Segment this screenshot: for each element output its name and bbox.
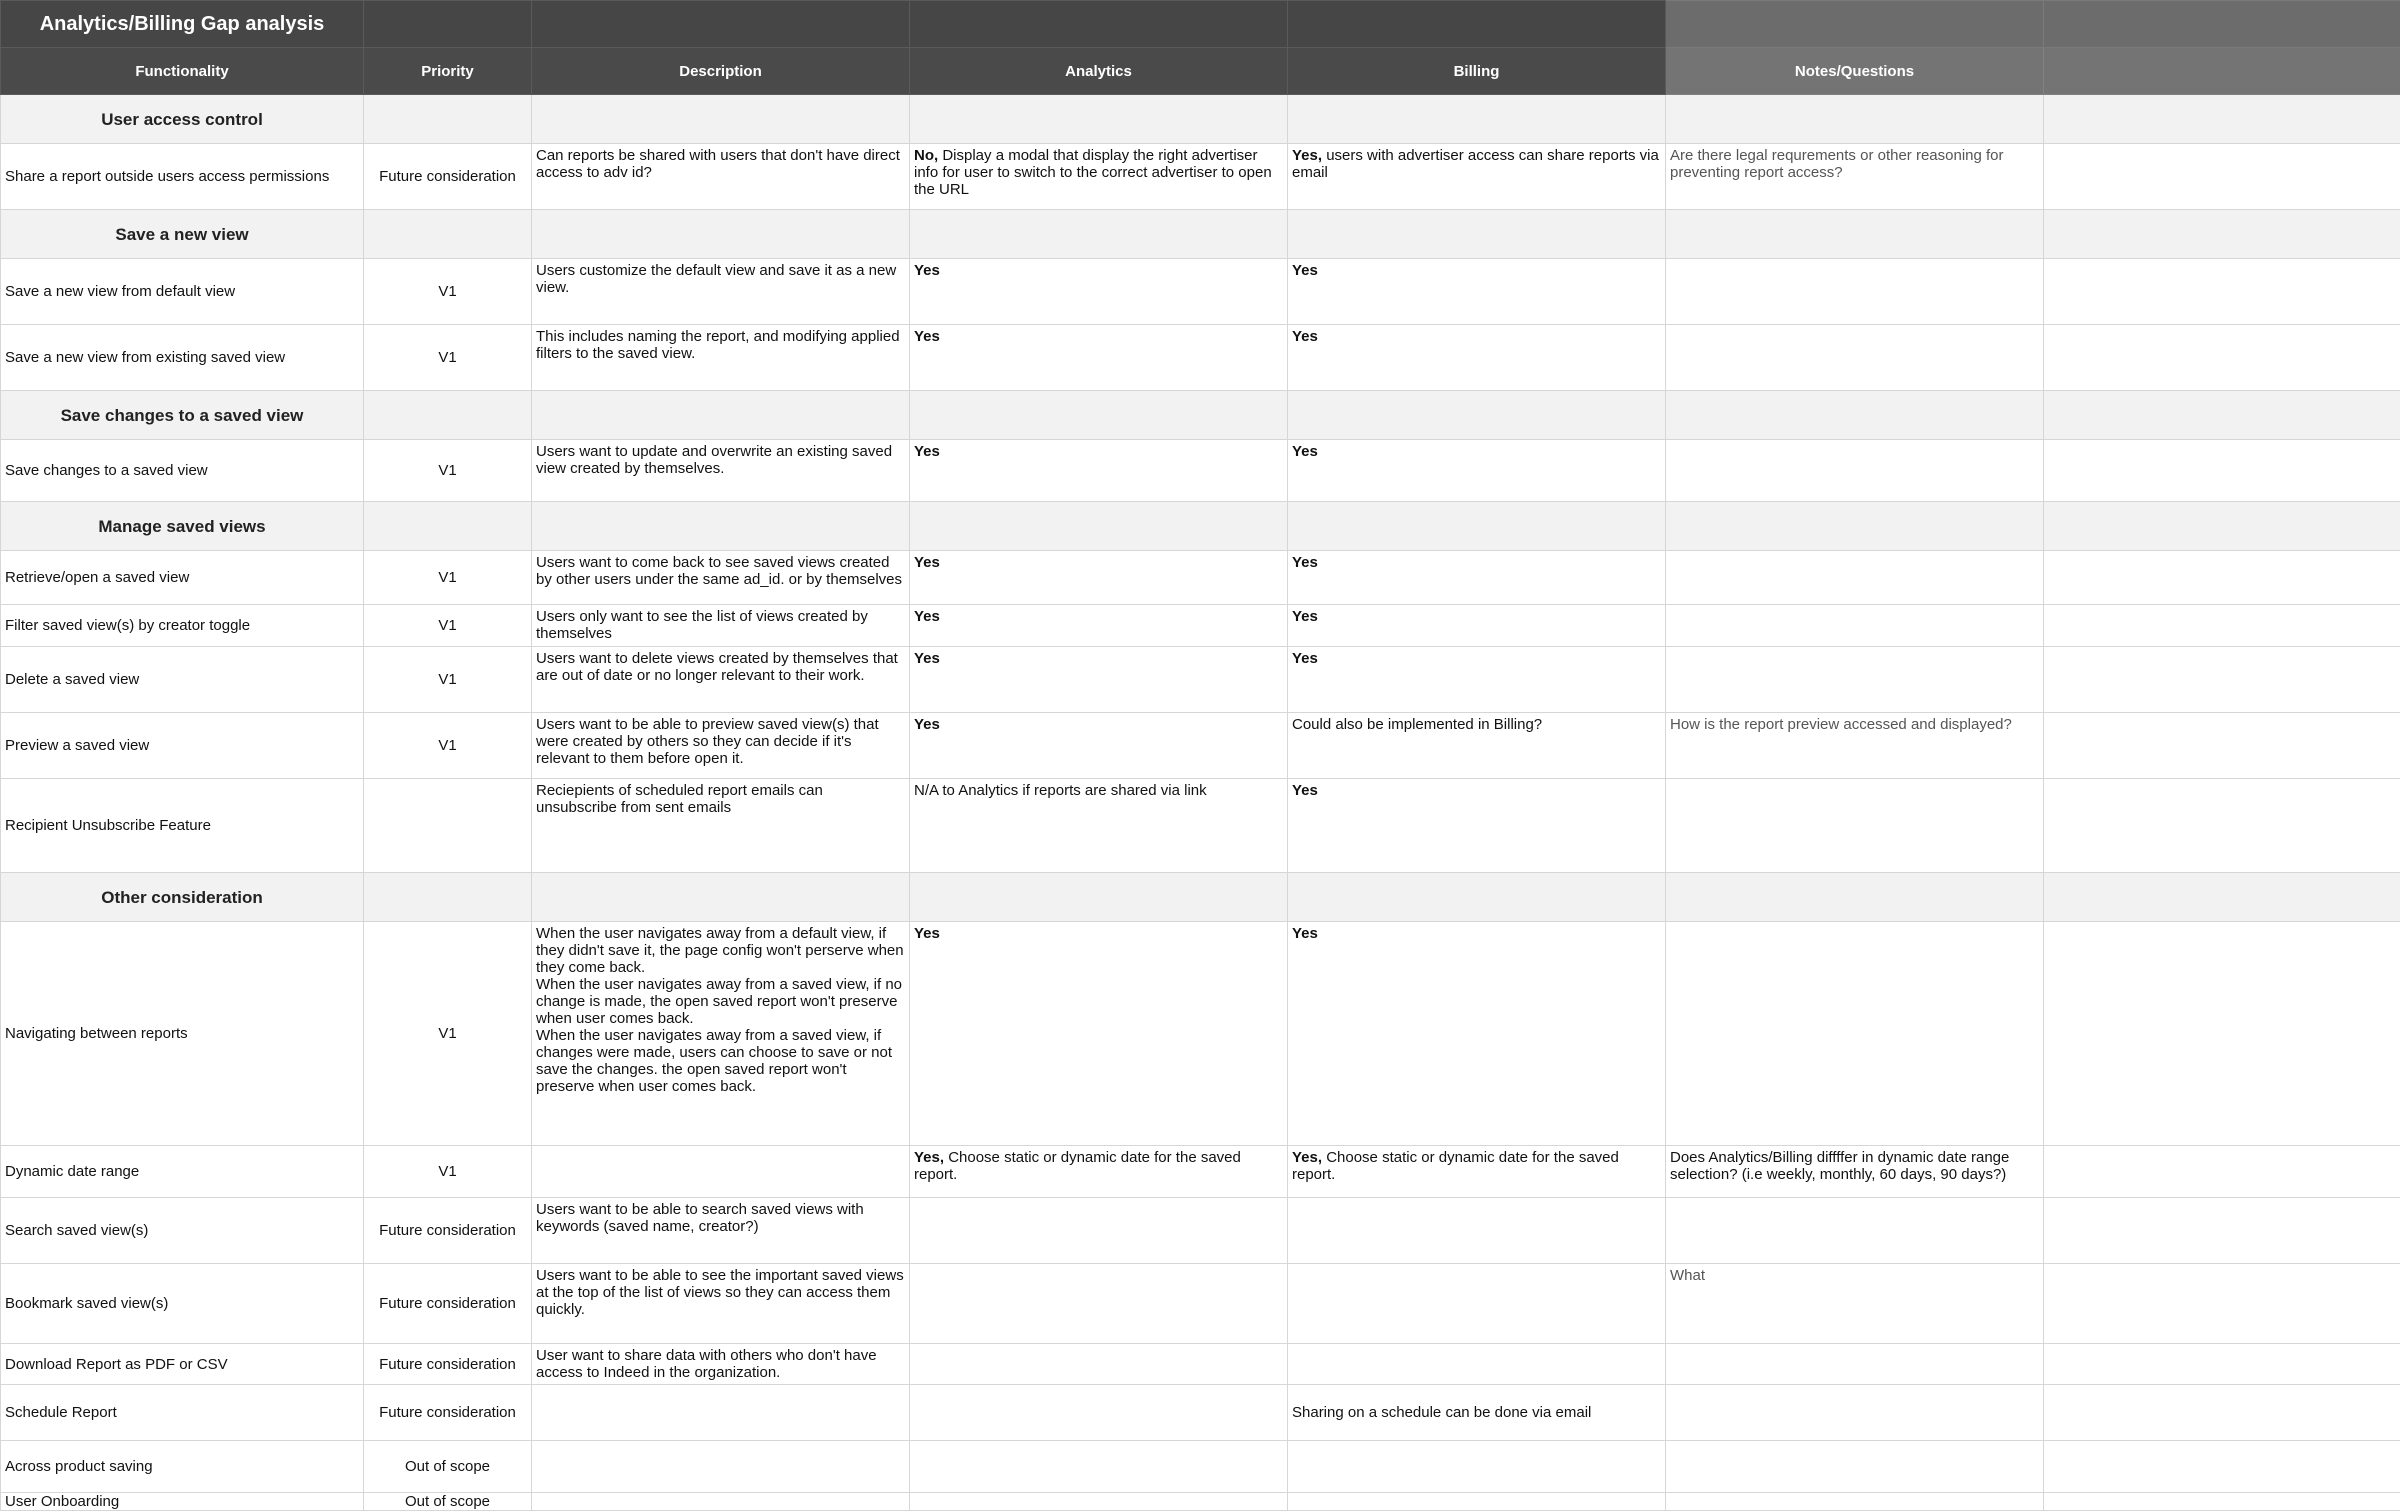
- cell[interactable]: [1288, 95, 1666, 144]
- table-row: [1, 259, 2400, 325]
- section-title[interactable]: Manage saved views: [1, 502, 364, 551]
- section-title[interactable]: User access control: [1, 95, 364, 144]
- cell[interactable]: [2044, 1146, 2400, 1198]
- table-row: [1, 605, 2400, 647]
- priority-cell[interactable]: V1: [364, 551, 532, 605]
- functionality-cell[interactable]: Bookmark saved view(s): [1, 1264, 364, 1344]
- section-title[interactable]: Other consideration: [1, 873, 364, 922]
- notes-cell[interactable]: What: [1666, 1264, 2044, 1344]
- analytics-cell[interactable]: [910, 1198, 1288, 1264]
- section-title[interactable]: Save a new view: [1, 210, 364, 259]
- cell[interactable]: [2044, 779, 2400, 873]
- cell[interactable]: [2044, 502, 2400, 551]
- sheet-title[interactable]: Analytics/Billing Gap analysis: [1, 1, 364, 48]
- cell[interactable]: [2044, 95, 2400, 144]
- analytics-cell[interactable]: Yes: [910, 922, 1288, 1146]
- description-line: When the user navigates away from a saved view, if no change is made, the open saved report won't preserve when user comes back.: [536, 976, 905, 1027]
- cell[interactable]: [2044, 1441, 2400, 1493]
- cell[interactable]: [910, 210, 1288, 259]
- functionality-cell[interactable]: Filter saved view(s) by creator toggle: [1, 605, 364, 647]
- title-cell[interactable]: [1666, 1, 2044, 48]
- table-row: [1, 1198, 2400, 1264]
- billing-cell[interactable]: Yes: [1288, 647, 1666, 713]
- functionality-cell[interactable]: Schedule Report: [1, 1385, 364, 1441]
- notes-cell[interactable]: [1666, 647, 2044, 713]
- analytics-cell[interactable]: [910, 1344, 1288, 1385]
- priority-cell[interactable]: Out of scope: [364, 1493, 532, 1511]
- billing-cell[interactable]: Could also be implemented in Billing?: [1288, 713, 1666, 779]
- billing-cell[interactable]: Yes: [1288, 551, 1666, 605]
- table-row: [1, 325, 2400, 391]
- notes-cell[interactable]: Does Analytics/Billing diffffer in dynamic date range selection? (i.e weekly, monthly, 60 days, 90 days?): [1666, 1146, 2044, 1198]
- cell[interactable]: [1666, 502, 2044, 551]
- cell[interactable]: [2044, 1198, 2400, 1264]
- cell[interactable]: [1288, 210, 1666, 259]
- notes-cell[interactable]: [1666, 605, 2044, 647]
- cell[interactable]: [364, 95, 532, 144]
- description-cell[interactable]: [532, 1385, 910, 1441]
- analytics-cell[interactable]: [910, 1441, 1288, 1493]
- title-cell[interactable]: [364, 1, 532, 48]
- cell[interactable]: [532, 502, 910, 551]
- analytics-cell[interactable]: N/A to Analytics if reports are shared via link: [910, 779, 1288, 873]
- description-cell[interactable]: Users want to be able to see the important saved views at the top of the list of views so they can access them quickly.: [532, 1264, 910, 1344]
- functionality-cell[interactable]: User Onboarding: [1, 1493, 364, 1511]
- cell[interactable]: [2044, 647, 2400, 713]
- billing-cell[interactable]: [1288, 1493, 1666, 1511]
- cell[interactable]: [2044, 922, 2400, 1146]
- cell[interactable]: [2044, 325, 2400, 391]
- analytics-cell[interactable]: Yes: [910, 647, 1288, 713]
- description-cell[interactable]: Reciepients of scheduled report emails can unsubscribe from sent emails: [532, 779, 910, 873]
- description-cell[interactable]: This includes naming the report, and modifying applied filters to the saved view.: [532, 325, 910, 391]
- priority-cell[interactable]: Future consideration: [364, 1198, 532, 1264]
- cell[interactable]: [2044, 210, 2400, 259]
- notes-cell[interactable]: [1666, 1385, 2044, 1441]
- cell[interactable]: [2044, 1493, 2400, 1511]
- table-row: [1, 440, 2400, 502]
- section-row: [1, 391, 2400, 440]
- billing-cell[interactable]: [1288, 144, 1666, 210]
- cell[interactable]: [2044, 144, 2400, 210]
- title-cell[interactable]: [532, 1, 910, 48]
- notes-cell[interactable]: [1666, 1198, 2044, 1264]
- section-title[interactable]: Save changes to a saved view: [1, 391, 364, 440]
- cell[interactable]: [1288, 873, 1666, 922]
- table-row: [1, 1146, 2400, 1198]
- priority-cell[interactable]: Future consideration: [364, 1344, 532, 1385]
- cell[interactable]: [2044, 713, 2400, 779]
- table-row: [1, 1493, 2400, 1511]
- analytics-cell[interactable]: Yes: [910, 713, 1288, 779]
- table-row: [1, 779, 2400, 873]
- cell[interactable]: [1666, 873, 2044, 922]
- priority-cell[interactable]: Out of scope: [364, 1441, 532, 1493]
- cell[interactable]: [532, 391, 910, 440]
- cell[interactable]: [532, 95, 910, 144]
- functionality-cell[interactable]: Share a report outside users access permissions: [1, 144, 364, 210]
- description-cell[interactable]: Can reports be shared with users that don't have direct access to adv id?: [532, 144, 910, 210]
- cell[interactable]: [1666, 210, 2044, 259]
- priority-cell[interactable]: Future consideration: [364, 1264, 532, 1344]
- table-row: [1, 713, 2400, 779]
- functionality-cell[interactable]: Recipient Unsubscribe Feature: [1, 779, 364, 873]
- billing-cell[interactable]: Yes: [1288, 605, 1666, 647]
- functionality-cell[interactable]: Across product saving: [1, 1441, 364, 1493]
- cell[interactable]: [2044, 440, 2400, 502]
- description-cell[interactable]: [532, 1441, 910, 1493]
- analytics-lead: No,: [914, 147, 938, 164]
- cell[interactable]: [532, 873, 910, 922]
- description-cell[interactable]: [532, 922, 910, 1146]
- analytics-cell[interactable]: Yes: [910, 259, 1288, 325]
- cell[interactable]: [1288, 502, 1666, 551]
- billing-lead: Yes,: [1292, 147, 1322, 164]
- cell[interactable]: [532, 210, 910, 259]
- title-cell[interactable]: [910, 1, 1288, 48]
- priority-cell[interactable]: [364, 779, 532, 873]
- billing-cell[interactable]: [1288, 1146, 1666, 1198]
- cell[interactable]: [2044, 1385, 2400, 1441]
- priority-cell[interactable]: V1: [364, 259, 532, 325]
- cell[interactable]: [1288, 391, 1666, 440]
- billing-cell[interactable]: [1288, 1441, 1666, 1493]
- table-row: [1, 1441, 2400, 1493]
- priority-cell[interactable]: V1: [364, 605, 532, 647]
- cell[interactable]: [2044, 1344, 2400, 1385]
- functionality-cell[interactable]: Retrieve/open a saved view: [1, 551, 364, 605]
- notes-cell[interactable]: [1666, 440, 2044, 502]
- header-billing[interactable]: Billing: [1288, 48, 1666, 95]
- cell[interactable]: [2044, 873, 2400, 922]
- cell[interactable]: [2044, 551, 2400, 605]
- table-row: [1, 647, 2400, 713]
- functionality-cell[interactable]: Navigating between reports: [1, 922, 364, 1146]
- analytics-text: Choose static or dynamic date for the saved report.: [914, 1149, 1241, 1183]
- table-row: [1, 1344, 2400, 1385]
- cell[interactable]: [2044, 391, 2400, 440]
- description-line: When the user navigates away from a saved view, if changes were made, users can choose to save or not save the changes. the open saved report won't preserve when user comes back.: [536, 1027, 905, 1095]
- description-cell[interactable]: [532, 1146, 910, 1198]
- title-cell[interactable]: [1288, 1, 1666, 48]
- cell[interactable]: [364, 391, 532, 440]
- table-row: [1, 144, 2400, 210]
- priority-cell[interactable]: V1: [364, 440, 532, 502]
- description-cell[interactable]: Users want to update and overwrite an existing saved view created by themselves.: [532, 440, 910, 502]
- functionality-cell[interactable]: Delete a saved view: [1, 647, 364, 713]
- notes-cell[interactable]: How is the report preview accessed and displayed?: [1666, 713, 2044, 779]
- cell[interactable]: [910, 502, 1288, 551]
- analytics-cell[interactable]: [910, 144, 1288, 210]
- notes-cell[interactable]: Are there legal requrements or other reasoning for preventing report access?: [1666, 144, 2044, 210]
- billing-cell[interactable]: Yes: [1288, 325, 1666, 391]
- billing-cell[interactable]: [1288, 1198, 1666, 1264]
- billing-cell[interactable]: Yes: [1288, 440, 1666, 502]
- priority-cell[interactable]: Future consideration: [364, 144, 532, 210]
- section-row: [1, 873, 2400, 922]
- description-cell[interactable]: Users want to delete views created by themselves that are out of date or no longer relevant to their work.: [532, 647, 910, 713]
- priority-cell[interactable]: Future consideration: [364, 1385, 532, 1441]
- title-cell[interactable]: [2044, 1, 2400, 48]
- notes-cell[interactable]: [1666, 259, 2044, 325]
- billing-text: Choose static or dynamic date for the saved report.: [1292, 1149, 1619, 1183]
- functionality-cell[interactable]: Save a new view from default view: [1, 259, 364, 325]
- priority-cell[interactable]: V1: [364, 713, 532, 779]
- description-cell[interactable]: Users want to be able to search saved views with keywords (saved name, creator?): [532, 1198, 910, 1264]
- functionality-cell[interactable]: Save a new view from existing saved view: [1, 325, 364, 391]
- cell[interactable]: [364, 873, 532, 922]
- notes-cell[interactable]: [1666, 551, 2044, 605]
- priority-cell[interactable]: V1: [364, 1146, 532, 1198]
- billing-cell[interactable]: Yes: [1288, 922, 1666, 1146]
- billing-cell[interactable]: Yes: [1288, 779, 1666, 873]
- header-notes[interactable]: Notes/Questions: [1666, 48, 2044, 95]
- billing-cell[interactable]: Yes: [1288, 259, 1666, 325]
- billing-cell[interactable]: [1288, 1264, 1666, 1344]
- cell[interactable]: [364, 502, 532, 551]
- cell[interactable]: [2044, 259, 2400, 325]
- analytics-cell[interactable]: Yes: [910, 325, 1288, 391]
- priority-cell[interactable]: V1: [364, 647, 532, 713]
- analytics-cell[interactable]: Yes: [910, 551, 1288, 605]
- analytics-cell[interactable]: Yes: [910, 440, 1288, 502]
- table-row: [1, 1264, 2400, 1344]
- notes-cell[interactable]: [1666, 325, 2044, 391]
- table-row: [1, 551, 2400, 605]
- analytics-text: Display a modal that display the right advertiser info for user to switch to the correct advertiser to open the URL: [914, 147, 1272, 198]
- description-cell[interactable]: Users want to be able to preview saved view(s) that were created by others so they can decide if it's relevant to them before open it.: [532, 713, 910, 779]
- header-row: [1, 48, 2400, 95]
- cell[interactable]: [910, 391, 1288, 440]
- table-row: [1, 922, 2400, 1146]
- analytics-cell[interactable]: [910, 1146, 1288, 1198]
- billing-cell[interactable]: [1288, 1344, 1666, 1385]
- billing-text: users with advertiser access can share reports via email: [1292, 147, 1659, 181]
- notes-cell[interactable]: [1666, 779, 2044, 873]
- functionality-cell[interactable]: Download Report as PDF or CSV: [1, 1344, 364, 1385]
- title-row: [1, 1, 2400, 48]
- notes-cell[interactable]: [1666, 922, 2044, 1146]
- header-blank[interactable]: [2044, 48, 2400, 95]
- analytics-lead: Yes,: [914, 1149, 944, 1166]
- section-row: [1, 502, 2400, 551]
- cell[interactable]: [910, 873, 1288, 922]
- description-cell[interactable]: Users only want to see the list of views created by themselves: [532, 605, 910, 647]
- cell[interactable]: [1666, 391, 2044, 440]
- notes-cell[interactable]: [1666, 1344, 2044, 1385]
- priority-cell[interactable]: V1: [364, 922, 532, 1146]
- table-row: [1, 1385, 2400, 1441]
- header-priority[interactable]: Priority: [364, 48, 532, 95]
- notes-cell[interactable]: [1666, 1493, 2044, 1511]
- section-row: [1, 95, 2400, 144]
- cell[interactable]: [2044, 1264, 2400, 1344]
- analytics-cell[interactable]: [910, 1264, 1288, 1344]
- description-cell[interactable]: Users want to come back to see saved views created by other users under the same ad_id. or by themselves: [532, 551, 910, 605]
- analytics-cell[interactable]: [910, 1385, 1288, 1441]
- notes-cell[interactable]: [1666, 1441, 2044, 1493]
- functionality-cell[interactable]: Dynamic date range: [1, 1146, 364, 1198]
- priority-cell[interactable]: V1: [364, 325, 532, 391]
- cell[interactable]: [2044, 605, 2400, 647]
- description-cell[interactable]: Users customize the default view and save it as a new view.: [532, 259, 910, 325]
- cell[interactable]: [1666, 95, 2044, 144]
- functionality-cell[interactable]: Preview a saved view: [1, 713, 364, 779]
- section-row: [1, 210, 2400, 259]
- billing-cell[interactable]: Sharing on a schedule can be done via email: [1288, 1385, 1666, 1441]
- functionality-cell[interactable]: Search saved view(s): [1, 1198, 364, 1264]
- functionality-cell[interactable]: Save changes to a saved view: [1, 440, 364, 502]
- analytics-cell[interactable]: Yes: [910, 605, 1288, 647]
- description-cell[interactable]: [532, 1493, 910, 1511]
- header-description[interactable]: Description: [532, 48, 910, 95]
- analytics-cell[interactable]: [910, 1493, 1288, 1511]
- cell[interactable]: [364, 210, 532, 259]
- description-line: When the user navigates away from a default view, if they didn't save it, the page config won't perserve when they come back.: [536, 925, 905, 976]
- description-cell[interactable]: User want to share data with others who don't have access to Indeed in the organization.: [532, 1344, 910, 1385]
- cell[interactable]: [910, 95, 1288, 144]
- header-analytics[interactable]: Analytics: [910, 48, 1288, 95]
- header-functionality[interactable]: Functionality: [1, 48, 364, 95]
- billing-lead: Yes,: [1292, 1149, 1322, 1166]
